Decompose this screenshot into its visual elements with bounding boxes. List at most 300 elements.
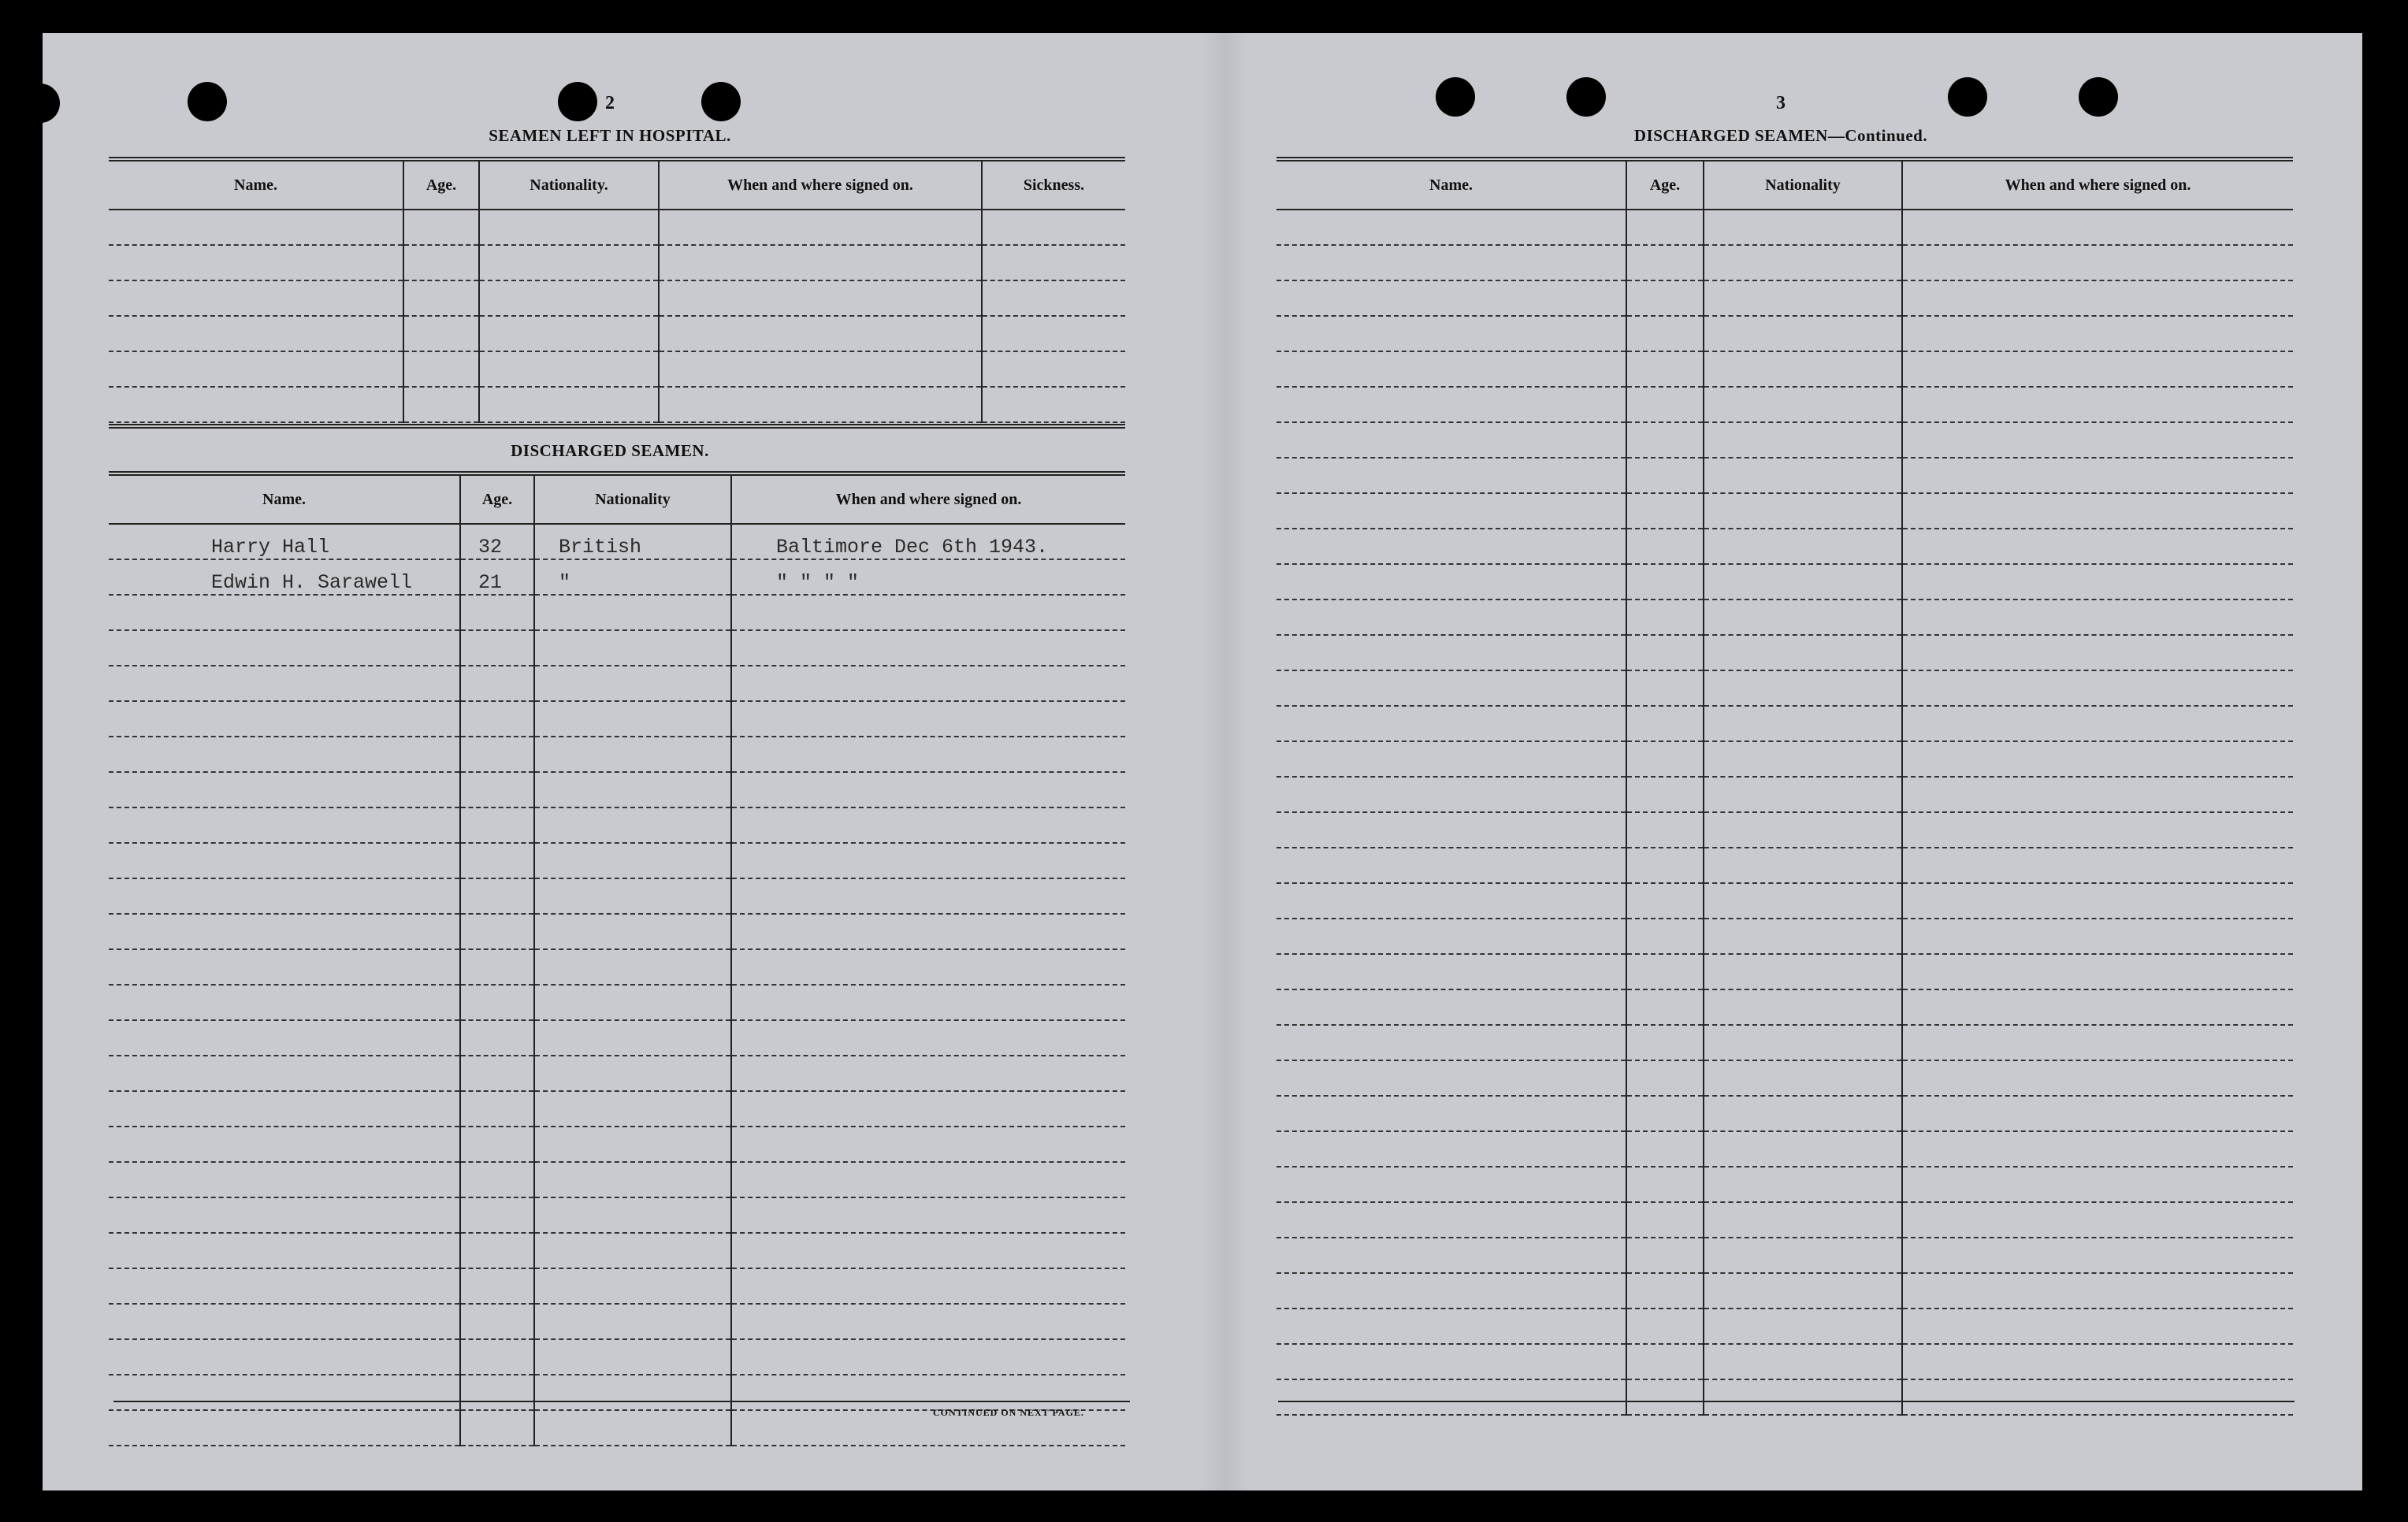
table-cell <box>534 1127 731 1162</box>
table-cell: 21 <box>460 559 534 595</box>
table-cell <box>479 387 659 422</box>
table-cell <box>460 878 534 914</box>
table-cell <box>460 807 534 843</box>
table-cell <box>109 351 403 387</box>
table-cell: 32 <box>460 524 534 559</box>
table-cell <box>1704 564 1902 600</box>
table-cell <box>1902 422 2293 458</box>
table-cell <box>1626 741 1704 777</box>
table-row <box>1276 919 2293 954</box>
table-cell <box>1626 635 1704 670</box>
table-cell <box>1626 670 1704 706</box>
table-cell <box>1704 600 1902 635</box>
column-header-age: Age. <box>460 473 534 524</box>
table-cell <box>1704 1344 1902 1379</box>
table-cell <box>534 772 731 807</box>
table-row <box>109 595 1125 630</box>
table-cell <box>731 666 1125 701</box>
table-cell <box>1902 1131 2293 1167</box>
table-row <box>1276 777 2293 812</box>
table-cell <box>460 1020 534 1056</box>
table-cell <box>403 210 479 245</box>
column-header-nationality: Nationality. <box>479 159 659 210</box>
table-cell <box>109 630 460 666</box>
table-row <box>1276 1309 2293 1344</box>
table-cell <box>1626 1273 1704 1309</box>
table-cell <box>1626 1238 1704 1273</box>
table-cell <box>1902 280 2293 316</box>
table-cell <box>1704 210 1902 245</box>
table-cell <box>109 1091 460 1127</box>
table-row <box>109 878 1125 914</box>
table-cell <box>1902 706 2293 741</box>
table-cell <box>1626 316 1704 351</box>
table-cell <box>460 1091 534 1127</box>
table-cell <box>1276 848 1626 883</box>
table-cell <box>460 772 534 807</box>
table-cell <box>1626 954 1704 989</box>
table-row <box>1276 848 2293 883</box>
table-row <box>1276 422 2293 458</box>
table-cell <box>1626 422 1704 458</box>
table-cell <box>1626 848 1704 883</box>
table-cell <box>731 843 1125 878</box>
table-cell <box>1704 777 1902 812</box>
table-cell <box>1704 1096 1902 1131</box>
table-cell <box>659 245 982 280</box>
table-row <box>109 1197 1125 1233</box>
table-cell <box>1276 1131 1626 1167</box>
table-row <box>109 1020 1125 1056</box>
table-cell <box>534 1410 731 1446</box>
table-cell <box>731 1127 1125 1162</box>
table-cell <box>659 210 982 245</box>
table-cell <box>1902 1238 2293 1273</box>
column-header-name: Name. <box>1276 159 1626 210</box>
table-row <box>1276 1131 2293 1167</box>
hospital-section-title: SEAMEN LEFT IN HOSPITAL. <box>489 126 731 145</box>
table-cell <box>1626 1202 1704 1238</box>
table-cell <box>731 914 1125 949</box>
table-cell <box>1626 351 1704 387</box>
table-row <box>1276 458 2293 493</box>
table-cell <box>109 1020 460 1056</box>
table-cell <box>109 1197 460 1233</box>
table-row <box>109 914 1125 949</box>
page-number: 2 <box>605 93 615 113</box>
table-cell <box>982 245 1125 280</box>
table-cell <box>109 772 460 807</box>
table-row <box>109 807 1125 843</box>
table-row <box>1276 635 2293 670</box>
table-cell <box>109 807 460 843</box>
table-cell <box>1276 210 1626 245</box>
table-cell <box>109 595 460 630</box>
table-cell <box>460 1127 534 1162</box>
table-cell <box>1704 741 1902 777</box>
table-row <box>109 1339 1125 1375</box>
table-cell <box>1276 883 1626 919</box>
table-cell <box>1902 529 2293 564</box>
table-cell <box>1276 777 1626 812</box>
table-cell <box>460 1339 534 1375</box>
table-cell <box>1902 812 2293 848</box>
document-sheet <box>43 33 2362 1490</box>
continued-section-title: DISCHARGED SEAMEN—Continued. <box>1633 126 1928 145</box>
table-cell <box>403 245 479 280</box>
table-row <box>109 524 1125 559</box>
table-cell <box>1626 1131 1704 1167</box>
bottom-rule <box>113 1401 1130 1402</box>
table-cell <box>731 985 1125 1020</box>
table-cell <box>534 701 731 737</box>
table-cell <box>1276 1344 1626 1379</box>
table-row <box>109 737 1125 772</box>
table-cell <box>1902 848 2293 883</box>
table-row <box>109 843 1125 878</box>
column-header-age: Age. <box>1626 159 1704 210</box>
table-cell <box>731 1233 1125 1268</box>
table-row <box>109 1056 1125 1091</box>
table-cell <box>1704 529 1902 564</box>
table-row <box>1276 1379 2293 1415</box>
table-cell <box>534 1339 731 1375</box>
table-cell <box>534 1197 731 1233</box>
table-cell <box>1902 989 2293 1025</box>
table-cell <box>731 1091 1125 1127</box>
table-cell <box>460 666 534 701</box>
table-row <box>109 701 1125 737</box>
table-cell <box>731 737 1125 772</box>
table-cell <box>731 630 1125 666</box>
table-cell <box>460 1304 534 1339</box>
table-cell <box>460 1375 534 1410</box>
table-cell <box>1276 1202 1626 1238</box>
table-row <box>109 351 1125 387</box>
table-row <box>1276 1273 2293 1309</box>
table-cell: British <box>534 524 731 559</box>
table-cell <box>1704 387 1902 422</box>
table-cell <box>1626 883 1704 919</box>
table-cell <box>731 772 1125 807</box>
table-cell <box>982 210 1125 245</box>
table-cell <box>1902 387 2293 422</box>
table-cell <box>1626 1025 1704 1060</box>
table-cell: Edwin H. Sarawell <box>109 559 460 595</box>
table-cell <box>1704 919 1902 954</box>
table-cell <box>479 280 659 316</box>
table-cell <box>1704 1309 1902 1344</box>
table-cell <box>1626 706 1704 741</box>
table-cell <box>1276 280 1626 316</box>
table-cell <box>460 949 534 985</box>
discharged-table <box>109 471 1125 1446</box>
table-cell <box>659 316 982 351</box>
table-cell <box>534 807 731 843</box>
table-cell <box>731 878 1125 914</box>
table-cell <box>659 387 982 422</box>
table-row <box>109 666 1125 701</box>
table-row <box>1276 1025 2293 1060</box>
table-cell <box>460 1268 534 1304</box>
table-cell <box>1626 812 1704 848</box>
table-cell <box>460 1197 534 1233</box>
table-cell <box>731 1056 1125 1091</box>
table-cell <box>1704 706 1902 741</box>
column-header-nationality: Nationality <box>1704 159 1902 210</box>
table-cell <box>1626 1096 1704 1131</box>
table-cell <box>1276 529 1626 564</box>
table-cell <box>109 210 403 245</box>
table-cell <box>534 630 731 666</box>
table-cell <box>534 1304 731 1339</box>
table-cell <box>1704 989 1902 1025</box>
table-cell <box>1704 1025 1902 1060</box>
table-cell <box>403 280 479 316</box>
table-cell <box>1626 777 1704 812</box>
table-cell <box>109 1339 460 1375</box>
table-cell <box>479 210 659 245</box>
table-cell <box>1626 600 1704 635</box>
table-row <box>109 1091 1125 1127</box>
table-cell <box>109 914 460 949</box>
table-row <box>109 559 1125 595</box>
table-row <box>1276 1344 2293 1379</box>
table-cell <box>1902 883 2293 919</box>
table-cell <box>1626 1060 1704 1096</box>
table-cell <box>460 1162 534 1197</box>
column-header-name: Name. <box>109 159 403 210</box>
table-cell <box>1276 989 1626 1025</box>
table-cell <box>1276 1309 1626 1344</box>
table-row <box>1276 883 2293 919</box>
table-row <box>1276 1202 2293 1238</box>
table-cell <box>1276 919 1626 954</box>
hospital-table <box>109 157 1125 423</box>
table-row <box>1276 706 2293 741</box>
table-cell <box>403 316 479 351</box>
table-row <box>1276 741 2293 777</box>
table-row <box>1276 351 2293 387</box>
table-cell: " " " " <box>731 559 1125 595</box>
table-cell <box>1276 564 1626 600</box>
table-cell <box>731 1339 1125 1375</box>
table-cell <box>109 316 403 351</box>
table-cell <box>731 807 1125 843</box>
table-cell <box>1902 919 2293 954</box>
discharged-continued-table <box>1276 157 2293 1416</box>
table-cell <box>659 351 982 387</box>
table-cell <box>1276 600 1626 635</box>
table-cell <box>109 666 460 701</box>
table-cell <box>534 1020 731 1056</box>
table-cell <box>1704 848 1902 883</box>
table-cell <box>1626 989 1704 1025</box>
table-cell <box>109 387 403 422</box>
table-cell <box>534 737 731 772</box>
table-cell <box>1902 316 2293 351</box>
table-row <box>1276 1060 2293 1096</box>
table-row <box>1276 1096 2293 1131</box>
table-row <box>1276 812 2293 848</box>
table-cell <box>1902 600 2293 635</box>
table-cell <box>1626 919 1704 954</box>
table-cell <box>1704 954 1902 989</box>
table-row <box>1276 1238 2293 1273</box>
table-cell <box>1902 741 2293 777</box>
table-cell <box>109 701 460 737</box>
table-cell <box>1704 1060 1902 1096</box>
table-cell <box>109 985 460 1020</box>
column-header-signed-on: When and where signed on. <box>659 159 982 210</box>
table-cell <box>1704 670 1902 706</box>
table-cell <box>403 387 479 422</box>
discharged-continued-table-body <box>1276 210 2293 1415</box>
table-cell <box>1704 1167 1902 1202</box>
table-cell <box>1902 1273 2293 1309</box>
table-row <box>109 1233 1125 1268</box>
table-cell <box>1902 1379 2293 1415</box>
table-cell <box>1276 1238 1626 1273</box>
table-cell <box>109 1127 460 1162</box>
table-row <box>1276 316 2293 351</box>
table-cell <box>460 737 534 772</box>
table-cell <box>1704 458 1902 493</box>
table-row <box>109 280 1125 316</box>
table-row <box>109 630 1125 666</box>
table-cell <box>1276 635 1626 670</box>
table-row <box>109 245 1125 280</box>
table-cell <box>109 1056 460 1091</box>
table-cell <box>1704 351 1902 387</box>
table-cell <box>460 1056 534 1091</box>
table-cell <box>1902 1096 2293 1131</box>
table-cell <box>1902 1060 2293 1096</box>
table-cell <box>109 245 403 280</box>
table-row <box>1276 529 2293 564</box>
table-cell <box>479 316 659 351</box>
table-row <box>1276 245 2293 280</box>
table-cell <box>1276 493 1626 529</box>
table-cell <box>1902 1202 2293 1238</box>
table-cell <box>1626 280 1704 316</box>
table-cell <box>460 914 534 949</box>
table-cell <box>1276 954 1626 989</box>
table-cell <box>534 1268 731 1304</box>
table-cell <box>403 351 479 387</box>
table-cell <box>731 1268 1125 1304</box>
table-cell <box>1626 1379 1704 1415</box>
table-cell <box>1902 670 2293 706</box>
table-cell <box>109 1410 460 1446</box>
table-cell <box>460 985 534 1020</box>
table-cell <box>1626 529 1704 564</box>
discharged-section-title: DISCHARGED SEAMEN. <box>511 441 709 460</box>
table-row <box>109 1375 1125 1410</box>
table-cell <box>1902 635 2293 670</box>
table-cell <box>534 666 731 701</box>
column-header-sickness: Sickness. <box>982 159 1125 210</box>
table-row <box>109 316 1125 351</box>
column-header-signed-on: When and where signed on. <box>731 473 1125 524</box>
table-cell <box>109 1162 460 1197</box>
continued-footer: CONTINUED ON NEXT PAGE. <box>933 1407 1084 1418</box>
table-cell <box>534 595 731 630</box>
table-cell <box>982 387 1125 422</box>
table-cell <box>1704 316 1902 351</box>
table-cell <box>1276 245 1626 280</box>
table-cell <box>1626 1309 1704 1344</box>
table-cell <box>534 914 731 949</box>
table-cell <box>1704 635 1902 670</box>
table-cell <box>1704 245 1902 280</box>
table-cell <box>1704 1131 1902 1167</box>
table-cell <box>1704 493 1902 529</box>
table-row <box>109 1268 1125 1304</box>
table-cell <box>731 595 1125 630</box>
table-cell <box>1276 422 1626 458</box>
table-cell <box>1276 1167 1626 1202</box>
table-cell <box>1704 1273 1902 1309</box>
table-row <box>1276 1167 2293 1202</box>
table-cell <box>1902 458 2293 493</box>
table-cell <box>1902 210 2293 245</box>
table-cell <box>1276 1379 1626 1415</box>
table-cell <box>109 737 460 772</box>
table-row <box>1276 210 2293 245</box>
hospital-table-body <box>109 210 1125 422</box>
table-cell: Harry Hall <box>109 524 460 559</box>
table-cell <box>1902 1309 2293 1344</box>
table-cell <box>1902 351 2293 387</box>
table-cell <box>460 1233 534 1268</box>
column-header-age: Age. <box>403 159 479 210</box>
table-row <box>1276 387 2293 422</box>
table-cell <box>1626 1167 1704 1202</box>
table-cell: Baltimore Dec 6th 1943. <box>731 524 1125 559</box>
table-cell <box>982 280 1125 316</box>
table-row <box>109 772 1125 807</box>
table-cell <box>1704 812 1902 848</box>
table-row <box>109 210 1125 245</box>
section-divider <box>109 424 1125 429</box>
table-row <box>1276 954 2293 989</box>
table-cell <box>1902 493 2293 529</box>
table-cell <box>109 1268 460 1304</box>
table-cell <box>1704 280 1902 316</box>
table-cell <box>109 280 403 316</box>
table-cell <box>1626 245 1704 280</box>
table-cell <box>1276 458 1626 493</box>
table-cell <box>1276 812 1626 848</box>
table-row <box>109 1304 1125 1339</box>
table-cell <box>109 1304 460 1339</box>
table-cell <box>1626 458 1704 493</box>
table-cell <box>1704 1379 1902 1415</box>
table-cell <box>1704 422 1902 458</box>
table-cell <box>460 701 534 737</box>
table-cell <box>1276 706 1626 741</box>
table-cell <box>1902 1167 2293 1202</box>
table-cell <box>731 1020 1125 1056</box>
table-cell <box>731 701 1125 737</box>
table-cell <box>1626 210 1704 245</box>
table-cell <box>982 316 1125 351</box>
table-cell <box>731 949 1125 985</box>
table-cell <box>534 1375 731 1410</box>
table-cell <box>1276 351 1626 387</box>
table-cell <box>1276 1273 1626 1309</box>
